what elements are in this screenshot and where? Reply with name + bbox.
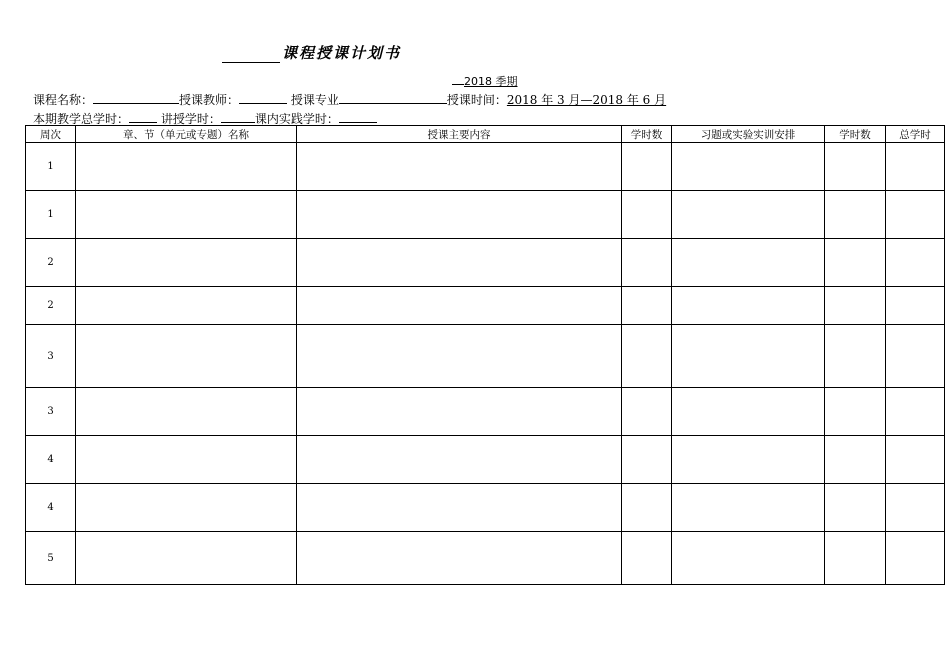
- content-cell[interactable]: [297, 143, 622, 191]
- hours-cell[interactable]: [622, 143, 672, 191]
- table-row: [26, 532, 945, 585]
- content-cell[interactable]: [297, 191, 622, 239]
- title-blank: [222, 48, 280, 63]
- lecture-hours-field[interactable]: [221, 110, 255, 123]
- chapter-cell[interactable]: [76, 325, 297, 388]
- exercise-hours-cell[interactable]: [825, 239, 886, 287]
- table-row: [26, 436, 945, 484]
- table-header-row: [26, 126, 945, 143]
- hours-cell[interactable]: [622, 239, 672, 287]
- lecture-hours-label: 讲授学时：: [160, 112, 221, 126]
- week-cell: 2: [26, 239, 76, 287]
- major-field[interactable]: [339, 91, 447, 104]
- chapter-cell[interactable]: [76, 532, 297, 585]
- hours-cell[interactable]: [622, 287, 672, 325]
- exercise-cell[interactable]: [672, 436, 825, 484]
- total-hours-cell[interactable]: [886, 191, 945, 239]
- hours-cell[interactable]: [622, 191, 672, 239]
- teacher-field[interactable]: [239, 91, 287, 104]
- content-cell[interactable]: [297, 239, 622, 287]
- exercise-hours-cell[interactable]: [825, 484, 886, 532]
- exercise-cell[interactable]: [672, 191, 825, 239]
- total-hours-field[interactable]: [129, 110, 157, 123]
- table-row: [26, 239, 945, 287]
- hours-cell[interactable]: [622, 388, 672, 436]
- chapter-cell[interactable]: [76, 436, 297, 484]
- exercise-hours-cell[interactable]: [825, 532, 886, 585]
- content-cell[interactable]: [297, 484, 622, 532]
- course-name-field[interactable]: [93, 91, 179, 104]
- week-cell: 4: [26, 436, 76, 484]
- header-chapter: 章、节（单元或专题）名称: [76, 126, 297, 143]
- season-year: 2018: [464, 75, 492, 88]
- chapter-cell[interactable]: [76, 484, 297, 532]
- header-exercises: 习题或实验实训安排: [672, 126, 825, 143]
- exercise-cell[interactable]: [672, 388, 825, 436]
- total-hours-cell[interactable]: [886, 388, 945, 436]
- exercise-hours-cell[interactable]: [825, 436, 886, 484]
- exercise-cell[interactable]: [672, 143, 825, 191]
- hours-cell[interactable]: [622, 436, 672, 484]
- total-hours-cell[interactable]: [886, 436, 945, 484]
- hours-cell[interactable]: [622, 484, 672, 532]
- exercise-cell[interactable]: [672, 532, 825, 585]
- content-cell[interactable]: [297, 325, 622, 388]
- title-text: 课程授课计划书: [282, 44, 402, 62]
- info-row-course: [33, 91, 666, 108]
- exercise-cell[interactable]: [672, 287, 825, 325]
- practice-hours-label: 课内实践学时：: [254, 112, 339, 126]
- table-row: [26, 325, 945, 388]
- chapter-cell[interactable]: [76, 143, 297, 191]
- exercise-hours-cell[interactable]: [825, 325, 886, 388]
- content-cell[interactable]: [297, 532, 622, 585]
- time-value: 2018 年 3 月—2018 年 6 月: [506, 93, 667, 107]
- total-hours-label: 本期教学总学时：: [33, 112, 130, 126]
- total-hours-cell[interactable]: [886, 239, 945, 287]
- major-label: 授课专业: [290, 93, 339, 107]
- hours-cell[interactable]: [622, 532, 672, 585]
- season-suffix: 季期: [495, 75, 518, 88]
- season-line: [452, 73, 518, 89]
- table-row: [26, 484, 945, 532]
- header-hours: 学时数: [622, 126, 672, 143]
- exercise-cell[interactable]: [672, 325, 825, 388]
- chapter-cell[interactable]: [76, 191, 297, 239]
- week-cell: 5: [26, 532, 76, 585]
- exercise-hours-cell[interactable]: [825, 191, 886, 239]
- teacher-label: 授课教师：: [179, 93, 240, 107]
- table-row: [26, 388, 945, 436]
- course-name-label: 课程名称：: [33, 93, 94, 107]
- week-cell: 2: [26, 287, 76, 325]
- total-hours-cell[interactable]: [886, 143, 945, 191]
- total-hours-cell[interactable]: [886, 287, 945, 325]
- exercise-hours-cell[interactable]: [825, 287, 886, 325]
- header-week: 周次: [26, 126, 76, 143]
- chapter-cell[interactable]: [76, 287, 297, 325]
- table-row: [26, 191, 945, 239]
- chapter-cell[interactable]: [76, 239, 297, 287]
- header-exercise-hours: 学时数: [825, 126, 886, 143]
- exercise-cell[interactable]: [672, 239, 825, 287]
- chapter-cell[interactable]: [76, 388, 297, 436]
- header-content: 授课主要内容: [297, 126, 622, 143]
- schedule-table: [25, 125, 945, 585]
- content-cell[interactable]: [297, 287, 622, 325]
- week-cell: 1: [26, 143, 76, 191]
- total-hours-cell[interactable]: [886, 532, 945, 585]
- content-cell[interactable]: [297, 388, 622, 436]
- document-title: [222, 43, 401, 63]
- week-cell: 3: [26, 388, 76, 436]
- week-cell: 1: [26, 191, 76, 239]
- table-row: [26, 143, 945, 191]
- header-total-hours: 总学时: [886, 126, 945, 143]
- exercise-hours-cell[interactable]: [825, 143, 886, 191]
- practice-hours-field[interactable]: [339, 110, 377, 123]
- time-label: 授课时间：: [446, 93, 507, 107]
- table-row: [26, 287, 945, 325]
- content-cell[interactable]: [297, 436, 622, 484]
- total-hours-cell[interactable]: [886, 325, 945, 388]
- week-cell: 3: [26, 325, 76, 388]
- week-cell: 4: [26, 484, 76, 532]
- exercise-cell[interactable]: [672, 484, 825, 532]
- hours-cell[interactable]: [622, 325, 672, 388]
- total-hours-cell[interactable]: [886, 484, 945, 532]
- exercise-hours-cell[interactable]: [825, 388, 886, 436]
